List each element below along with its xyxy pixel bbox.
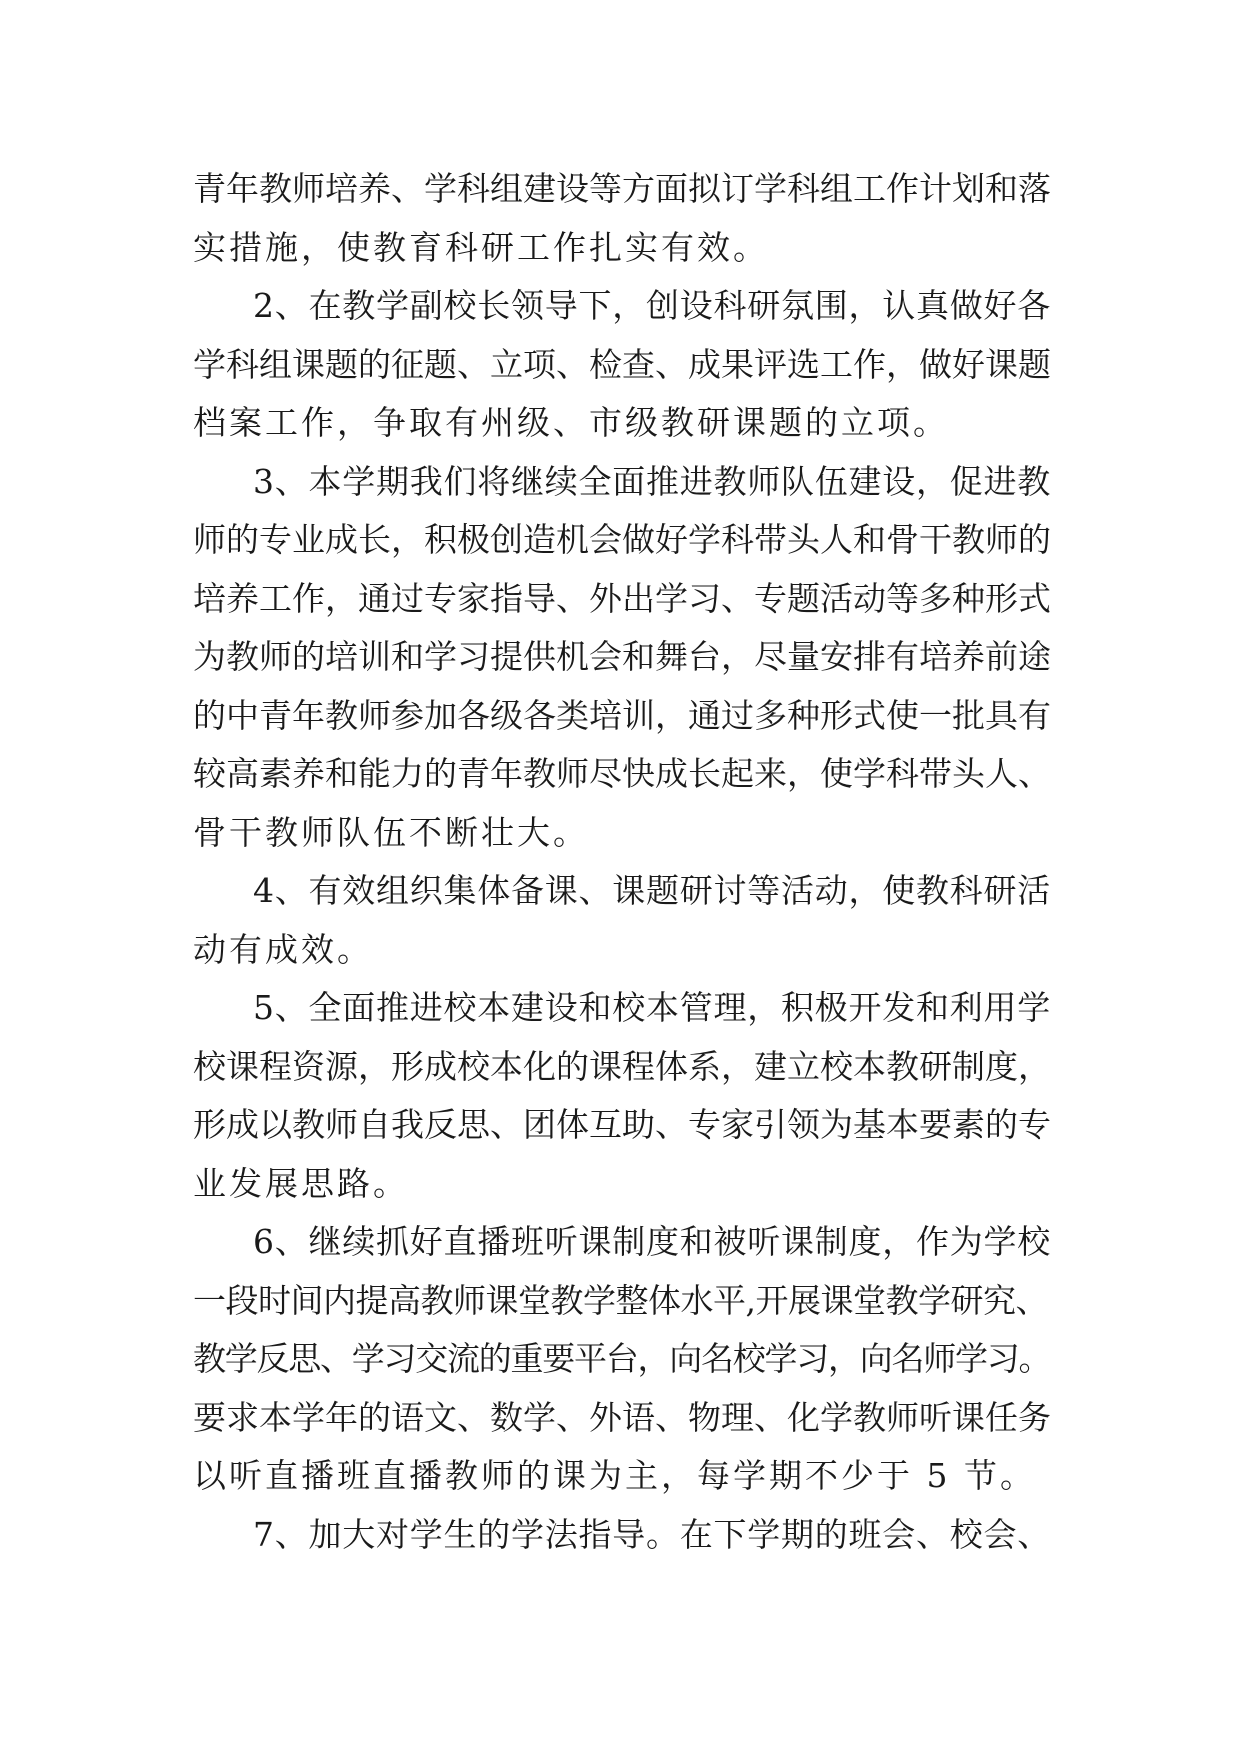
text-line: 以听直播班直播教师的课为主，每学期不少于 5 节。 (193, 1456, 1036, 1495)
text-line: 档案工作，争取有州级、市级教研课题的立项。 (193, 403, 949, 442)
text-line: 骨干教师队伍不断壮大。 (193, 812, 589, 852)
text-line: 青年教师培养、学科组建设等方面拟订学科组工作计划和落 (193, 169, 1051, 208)
text-line: 动有成效。 (193, 929, 373, 969)
text-line: 校课程资源，形成校本化的课程体系，建立校本教研制度， (193, 1046, 1051, 1086)
paragraph-start-line: 5、全面推进校本建设和校本管理，积极开发和利用学 (253, 988, 1051, 1027)
text-line: 师的专业成长，积极创造机会做好学科带头人和骨干教师的 (193, 520, 1051, 559)
text-line: 教学反思、学习交流的重要平台，向名校学习，向名师学习。 (193, 1339, 1051, 1378)
paragraph-start-line: 6、继续抓好直播班听课制度和被听课制度，作为学校 (253, 1222, 1051, 1261)
text-line: 为教师的培训和学习提供机会和舞台，尽量安排有培养前途 (193, 637, 1051, 676)
text-line: 较高素养和能力的青年教师尽快成长起来，使学科带头人、 (193, 754, 1051, 793)
paragraph-start-line: 7、加大对学生的学法指导。在下学期的班会、校会、 (253, 1514, 1051, 1554)
paragraph-start-line: 4、有效组织集体备课、课题研讨等活动，使教科研活 (253, 871, 1051, 910)
body-text (193, 160, 1053, 1564)
text-line: 一段时间内提高教师课堂教学整体水平,开展课堂教学研究、 (193, 1280, 1048, 1320)
text-line: 培养工作，通过专家指导、外出学习、专题活动等多种形式 (193, 578, 1051, 618)
paragraph-start-line: 3、本学期我们将继续全面推进教师队伍建设，促进教 (253, 461, 1051, 501)
text-line: 形成以教师自我反思、团体互助、专家引领为基本要素的专 (193, 1105, 1051, 1144)
paragraph-start-line: 2、在教学副校长领导下，创设科研氛围，认真做好各 (253, 286, 1051, 325)
text-line: 要求本学年的语文、数学、外语、物理、化学教师听课任务 (193, 1397, 1051, 1437)
text-line: 实措施，使教育科研工作扎实有效。 (193, 227, 769, 267)
text-line: 业发展思路。 (193, 1163, 409, 1203)
text-line: 的中青年教师参加各级各类培训，通过多种形式使一批具有 (193, 695, 1051, 735)
text-line: 学科组课题的征题、立项、检查、成果评选工作，做好课题 (193, 344, 1051, 384)
